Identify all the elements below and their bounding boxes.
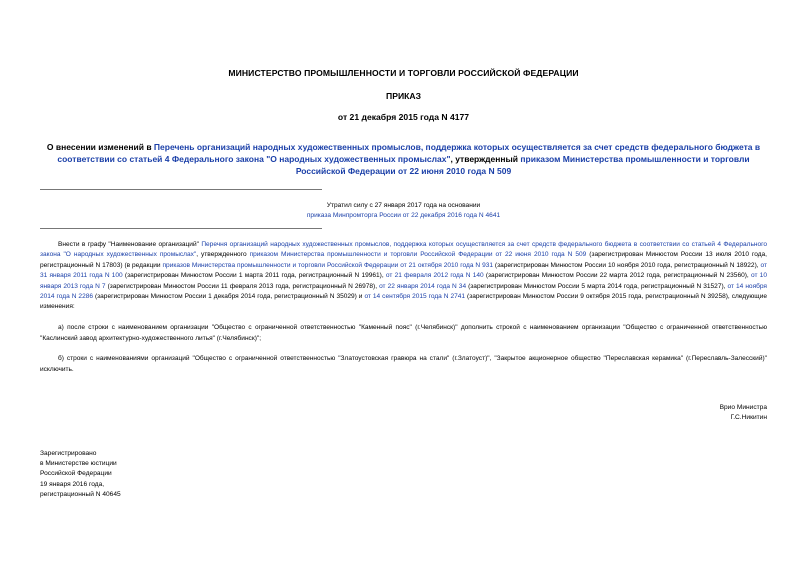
p1-order-140-link[interactable]: от 21 февраля 2012 года N 140	[385, 272, 484, 280]
p1-text-4: (зарегистрирован Минюстом России 10 ноября 2010 года, регистрационный N 18922),	[493, 261, 761, 269]
p1-order-100-link[interactable]: от 31 января 2011 года N 100	[40, 261, 768, 280]
p1-text-5: (зарегистрирован Минюстом России 1 марта 2011 года, регистрационный N 19961),	[122, 272, 386, 280]
p1-order-931-link[interactable]: приказов Министерства промышленности и торговли Российской Федерации от 21 октября 2010 года N 931	[162, 261, 493, 269]
p1-text-8: (зарегистрирован Минюстом России 5 марта 2014 года, регистрационный N 31527),	[466, 282, 728, 290]
divider-top	[40, 189, 322, 190]
body-paragraph-1	[40, 240, 767, 313]
body-paragraph-2: а) после строки с наименованием организации "Общество с ограниченной ответственностью "Каменный пояс" (г.Челябинск)" дополнить строкой с наименованием организации "Общество с ограниченной ответственностью "Каслинский завод архитектурно-художественного литья" (г.Челябинск)";	[40, 324, 767, 342]
subject-order-link[interactable]: приказом Министерства промышленности и торговли Российской Федерации от 22 июня 2010 года N 509	[295, 154, 750, 176]
p1-text-2: , утвержденного	[196, 251, 250, 259]
repeal-note	[40, 201, 767, 221]
order-heading: ПРИКАЗ	[386, 91, 421, 101]
p1-text-3: (зарегистрирован Минюстом России 13 июля 2010 года, регистрационный N 17803) (в редакции	[40, 251, 767, 269]
subject-list-link[interactable]: Перечень организаций народных художественных промыслов, поддержка которых осуществляется за счет средств федерального бюджета в соответствии со статьей 4 Федерального закона "О народных художественных промыслах"	[57, 142, 761, 164]
registration-line: 19 января 2016 года,	[40, 480, 105, 488]
subject-prefix: О внесении изменений в	[46, 142, 154, 152]
signature-block	[580, 403, 767, 424]
repeal-order-link[interactable]: приказа Минпромторга России от 22 декабря 2016 года N 4641	[306, 212, 501, 219]
registration-block	[40, 449, 300, 500]
registration-line: Зарегистрировано	[40, 450, 97, 457]
divider-bottom	[40, 228, 322, 229]
p1-text-6: (зарегистрирован Минюстом России 22 марта 2012 года, регистрационный N 23560),	[483, 272, 751, 280]
order-body	[40, 240, 767, 386]
p1-text-9: (зарегистрирован Минюстом России 1 декабря 2014 года, регистрационный N 35029) и	[93, 293, 365, 301]
repeal-note-text: Утратил силу с 27 января 2017 года на основании	[326, 202, 481, 209]
ministry-heading: МИНИСТЕРСТВО ПРОМЫШЛЕННОСТИ И ТОРГОВЛИ РОССИЙСКОЙ ФЕДЕРАЦИИ	[228, 68, 579, 78]
signatory-title: Врио Министра	[719, 404, 767, 411]
registration-line: регистрационный N 40645	[40, 490, 121, 498]
p1-text-1: Внести в графу "Наименование организаций"	[58, 241, 202, 248]
p1-order-2286-link[interactable]: от 14 ноября 2014 года N 2286	[40, 282, 767, 301]
order-subject	[40, 141, 767, 177]
p1-order-2741-link[interactable]: от 14 сентября 2015 года N 2741	[364, 293, 466, 301]
p1-order-34-link[interactable]: от 22 января 2014 года N 34	[379, 282, 467, 290]
p1-text-10: (зарегистрирован Минюстом России 9 октября 2015 года, регистрационный N 39258), следующие изменения:	[40, 293, 767, 311]
registration-line: в Министерстве юстиции	[40, 460, 117, 468]
registration-line: Российской Федерации	[40, 470, 112, 478]
p1-order-509-link[interactable]: приказом Министерства промышленности и торговли Российской Федерации от 22 июня 2010 года N 509	[249, 251, 587, 259]
body-paragraph-3: б) строки с наименованиями организаций "Общество с ограниченной ответственностью "Златоустовская гравюра на стали" (г.Златоуст)", "Закрытое акционерное общество "Переславская керамика" (г.Переславль-Залесский)" исключить.	[40, 355, 767, 373]
p1-order-7-link[interactable]: от 10 января 2013 года N 7	[40, 272, 767, 290]
p1-text-7: (зарегистрирован Минюстом России 11 февраля 2013 года, регистрационный N 26978),	[105, 282, 380, 290]
p1-list-link[interactable]: Перечня организаций народных художественных промыслов, поддержка которых осуществляется за счет средств федерального бюджета в соответствии со статьей 4 Федерального закона "О народных художественных промыслах"	[40, 241, 767, 259]
signatory-name: Г.С.Никитин	[730, 414, 767, 422]
order-date-number: от 21 декабря 2015 года N 4177	[337, 112, 470, 122]
subject-mid: , утвержденный	[450, 154, 521, 164]
